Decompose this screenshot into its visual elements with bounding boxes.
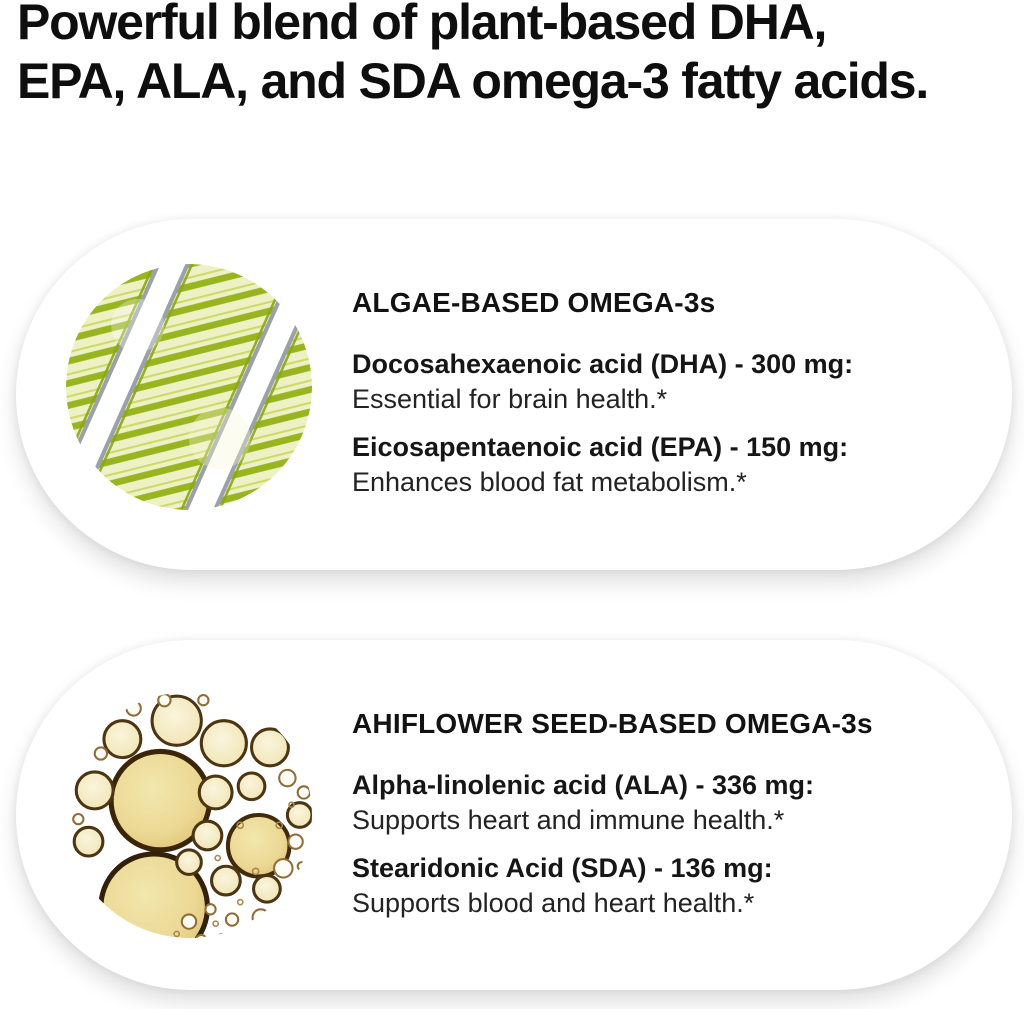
card-title: AHIFLOWER SEED-BASED OMEGA-3s [352,707,873,739]
algae-filaments-image [66,264,312,510]
nutrient-item [352,347,853,417]
ahiflower-card [16,640,1012,990]
nutrient-benefit: Essential for brain health.* [352,384,668,414]
headline-line-1: Powerful blend of plant-based DHA, [17,0,827,50]
oil-bubbles-image [66,692,312,938]
nutrient-item [352,768,873,838]
nutrient-benefit: Enhances blood fat metabolism.* [352,467,747,497]
nutrient-item [352,430,853,500]
headline [17,0,928,111]
nutrient-item [352,851,873,921]
nutrient-name: Stearidonic Acid (SDA) - 136 mg: [352,852,773,883]
oil-bubbles-macro-photo [66,692,312,938]
algae-card [16,219,1012,570]
headline-line-2: EPA, ALA, and SDA omega-3 fatty acids. [17,53,929,109]
ahiflower-card-content [352,708,873,923]
algae-card-content [352,287,853,502]
nutrient-name: Docosahexaenoic acid (DHA) - 300 mg: [352,349,854,379]
nutrient-benefit: Supports heart and immune health.* [352,804,785,835]
algae-micrograph-photo [66,264,312,510]
nutrient-benefit: Supports blood and heart health.* [352,887,755,918]
card-title: ALGAE-BASED OMEGA-3s [352,287,716,318]
nutrient-name: Alpha-linolenic acid (ALA) - 336 mg: [352,769,815,800]
nutrient-name: Eicosapentaenoic acid (EPA) - 150 mg: [352,432,849,462]
